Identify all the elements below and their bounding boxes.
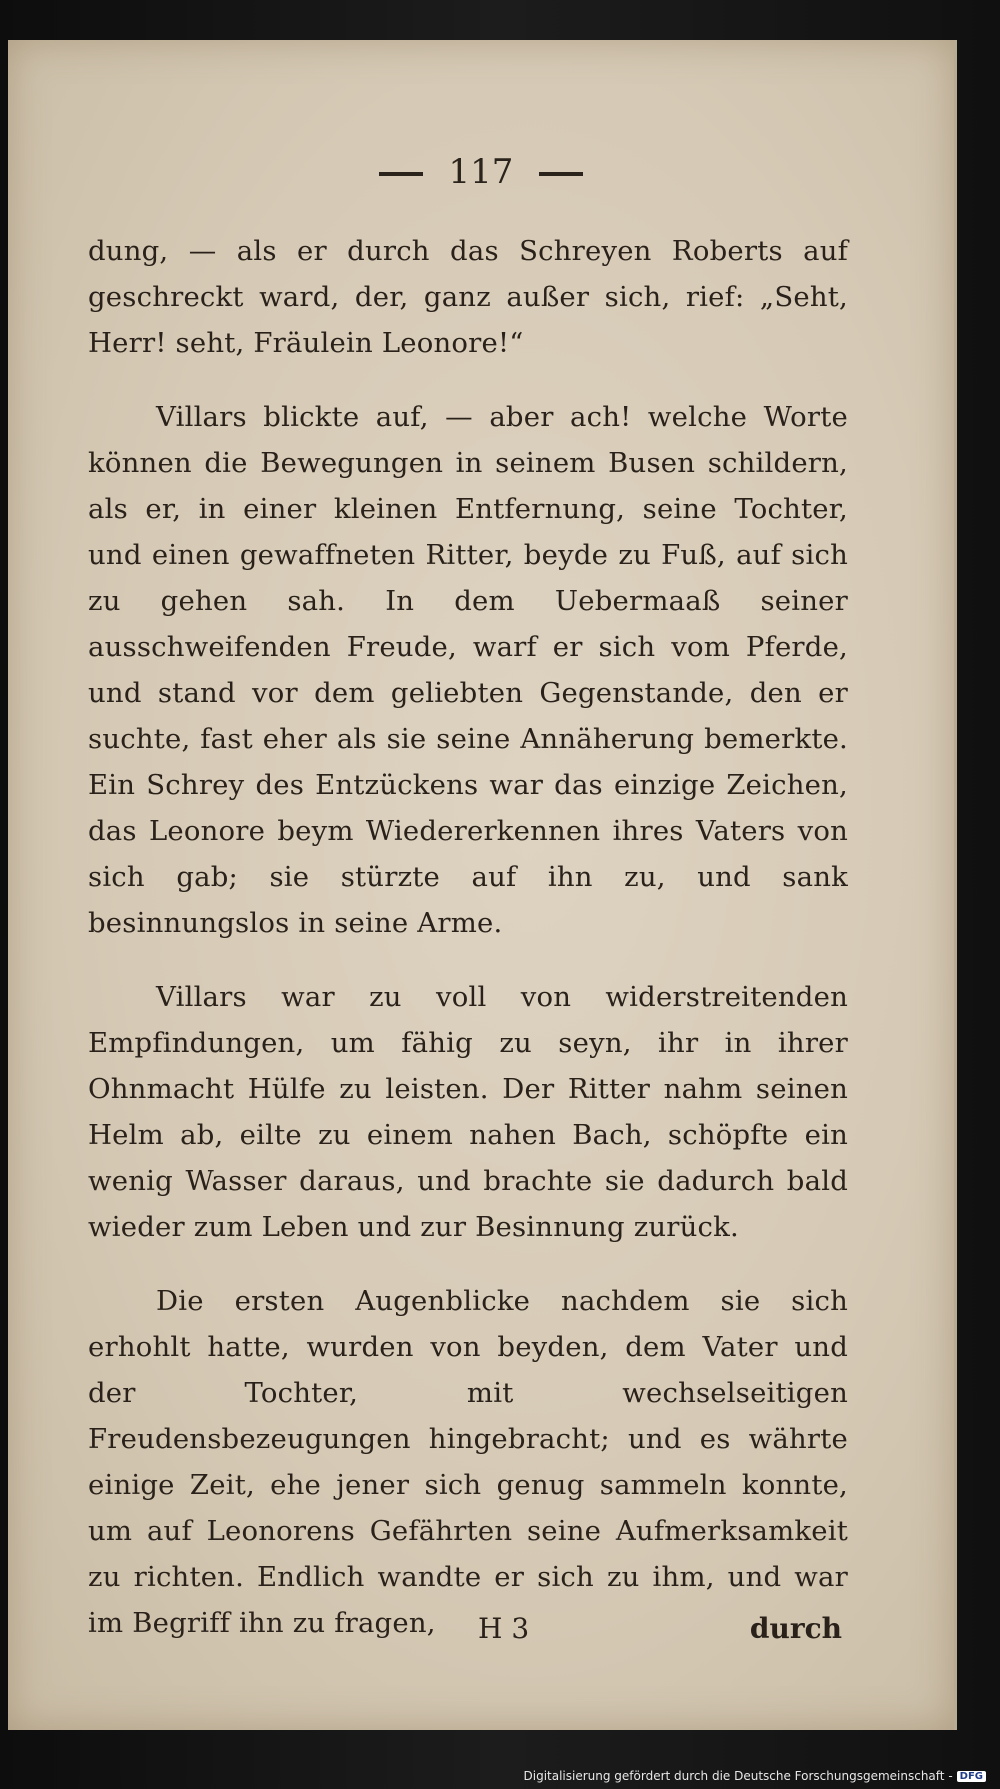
digitization-footer <box>524 1769 987 1783</box>
paragraph-2: Villars blickte auf, — aber ach! welche Worte können die Bewegungen in seinem Busen schildern, als er, in einer kleinen Entfernung, seine Tochter, und einen gewaffneten Ritter, beyde zu Fuß, auf sich zu gehen sah. In dem Uebermaaß seiner ausschweifenden Freude, warf er sich vom Pferde, und stand vor dem geliebten Gegenstande, den er suchte, fast eher als sie seine Annäherung bemerkte. Ein Schrey des Entzückens war das einzige Zeichen, das Leonore beym Wiedererkennen ihres Vaters von sich gab; sie stürzte auf ihn zu, und sank besinnungslos in seine Arme. <box>88 401 848 939</box>
paragraph-4: Die ersten Augenblicke nachdem sie sich erhohlt hatte, wurden von beyden, dem Vater und der Tochter, mit wechselseitigen Freudensbezeugungen hingebracht; und es währte einige Zeit, ehe jener sich genug sammeln konnte, um auf Leonorens Gefährten seine Aufmerksamkeit zu richten. Endlich wandte er sich zu ihm, und war im Begriff ihn zu fragen, <box>88 1285 848 1639</box>
paragraph-1: dung, — als er durch das Schreyen Roberts auf geschreckt ward, der, ganz außer sich, rief: „Seht, Herr! seht, Fräulein Leonore!“ <box>88 235 848 359</box>
page-number: 117 <box>448 152 514 192</box>
header-dash-left <box>379 172 423 176</box>
paragraph-3: Villars war zu voll von widerstreitenden Empfindungen, um fähig zu seyn, ihr in ihrer Ohnmacht Hülfe zu leisten. Der Ritter nahm seinen Helm ab, eilte zu einem nahen Bach, schöpfte ein wenig Wasser daraus, und brachte sie dadurch bald wieder zum Leben und zur Besinnung zurück. <box>88 981 848 1243</box>
catchword: durch <box>749 1612 842 1645</box>
book-page <box>8 40 957 1730</box>
body-text <box>88 228 848 1674</box>
header-dash-right <box>539 172 583 176</box>
signature-mark: H 3 <box>478 1612 530 1645</box>
dfg-logo-icon: DFG <box>957 1771 986 1782</box>
footer-text: Digitalisierung gefördert durch die Deutsche Forschungsgemeinschaft - <box>523 1769 953 1783</box>
page-header <box>8 152 954 192</box>
